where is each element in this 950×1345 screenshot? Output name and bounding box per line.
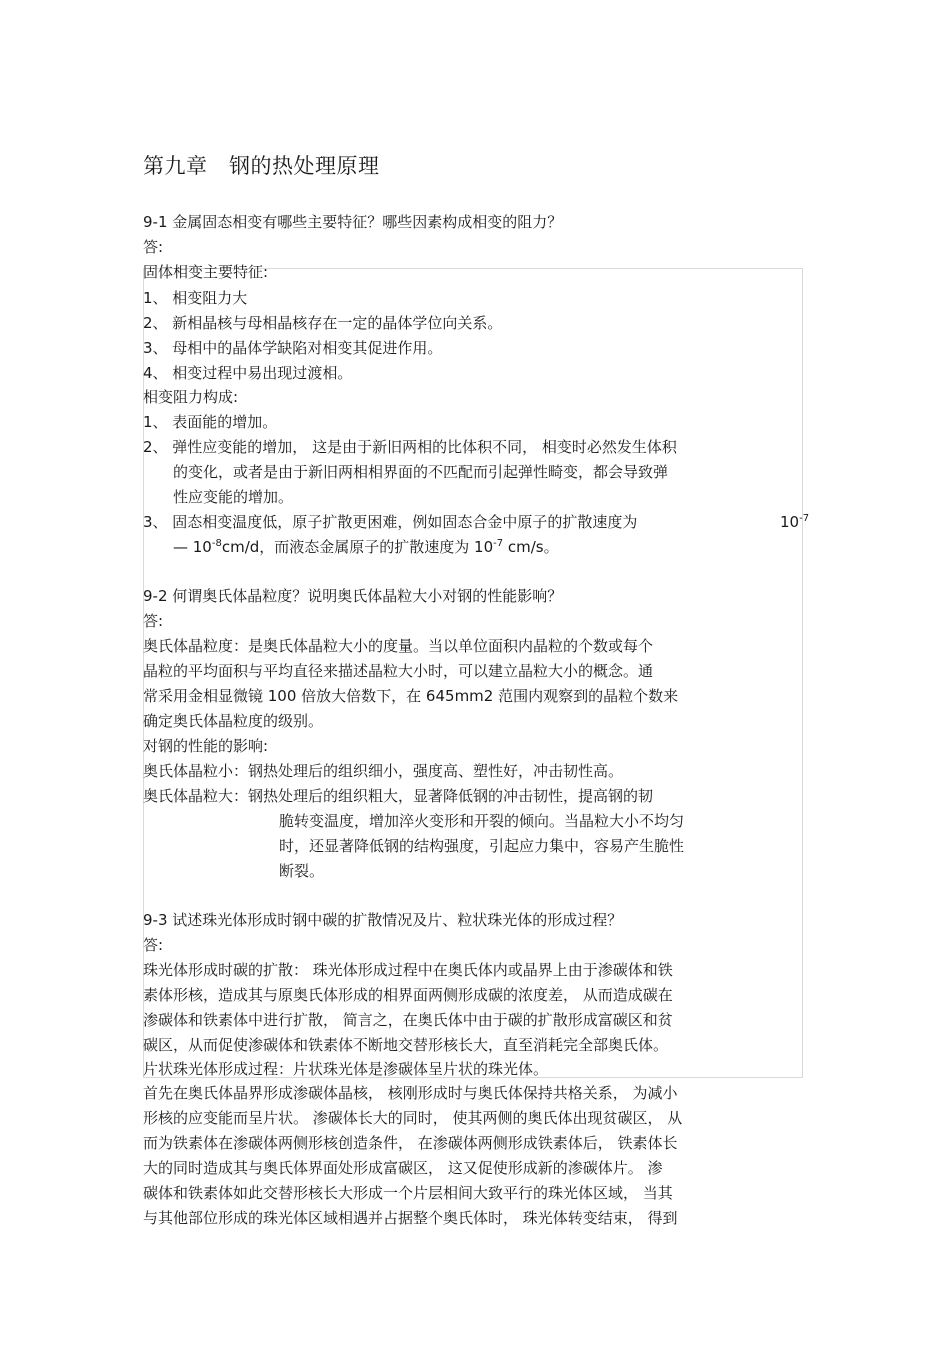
large-grain-effect-cont: 时，还显著降低钢的结构强度，引起应力集中，容易产生脆性: [279, 837, 685, 855]
paragraph-line: 碳体和铁素体如此交替形核长大形成一个片层相间大致平行的珠光体区域， 当其: [143, 1184, 673, 1202]
feature-item: 3、 母相中的晶体学缺陷对相变其促进作用。: [143, 339, 443, 357]
paragraph-line: 首先在奥氏体晶界形成渗碳体晶核， 核刚形成时与奥氏体保持共格关系， 为减小: [143, 1084, 678, 1102]
resistance-item: 3、 固态相变温度低，原子扩散更困难，例如固态合金中原子的扩散速度为: [143, 513, 638, 531]
effect-heading: 对钢的性能的影响:: [143, 737, 269, 755]
diffusion-rate-value: $10^{-7}$: [780, 513, 810, 531]
feature-item: 4、 相变过程中易出现过渡相。: [143, 364, 353, 382]
chapter-title: 第九章 钢的热处理原理: [143, 154, 380, 178]
resistance-heading: 相变阻力构成:: [143, 388, 239, 406]
question-9-2: 9-2 何谓奥氏体晶粒度？说明奥氏体晶粒大小对钢的性能影响？: [143, 587, 563, 605]
answer-label: 答:: [143, 238, 164, 256]
large-grain-effect-cont: 脆转变温度，增加淬火变形和开裂的倾向。当晶粒大小不均匀: [279, 812, 685, 830]
resistance-item-cont: 的变化，或者是由于新旧两相相界面的不匹配而引起弹性畸变，都会导致弹: [173, 463, 669, 481]
paragraph-line: 素体形核，造成其与原奥氏体形成的相界面两侧形成碳的浓度差， 从而造成碳在: [143, 986, 673, 1004]
definition-line: 常采用金相显微镜 100 倍放大倍数下，在 645mm2 范围内观察到的晶粒个数来: [143, 687, 679, 705]
small-grain-effect: 奥氏体晶粒小：钢热处理后的组织细小，强度高、塑性好，冲击韧性高。: [143, 762, 624, 780]
question-9-1: 9-1 金属固态相变有哪些主要特征？哪些因素构成相变的阻力？: [143, 213, 563, 231]
answer-label: 答:: [143, 936, 164, 954]
question-9-3: 9-3 试述珠光体形成时钢中碳的扩散情况及片、粒状珠光体的形成过程？: [143, 911, 623, 929]
features-heading: 固体相变主要特征:: [143, 263, 269, 281]
resistance-item: 2、 弹性应变能的增加， 这是由于新旧两相的比体积不同， 相变时必然发生体积: [143, 438, 677, 456]
paragraph-line: 片状珠光体形成过程：片状珠光体是渗碳体呈片状的珠光体。: [143, 1060, 549, 1078]
paragraph-line: 而为铁素体在渗碳体两侧形核创造条件， 在渗碳体两侧形成铁素体后， 铁素体长: [143, 1134, 678, 1152]
feature-item: 2、 新相晶核与母相晶核存在一定的晶体学位向关系。: [143, 314, 503, 332]
large-grain-effect-cont: 断裂。: [279, 862, 325, 880]
answer-label: 答:: [143, 612, 164, 630]
definition-line: 晶粒的平均面积与平均直径来描述晶粒大小时，可以建立晶粒大小的概念。通: [143, 662, 654, 680]
paragraph-line: 与其他部位形成的珠光体区域相遇并占据整个奥氏体时， 珠光体转变结束， 得到: [143, 1209, 678, 1227]
resistance-item: 1、 表面能的增加。: [143, 413, 278, 431]
resistance-item-cont: 性应变能的增加。: [173, 488, 294, 506]
definition-line: 确定奥氏体晶粒度的级别。: [143, 712, 324, 730]
paragraph-line: 珠光体形成时碳的扩散： 珠光体形成过程中在奥氏体内或晶界上由于渗碳体和铁: [143, 961, 673, 979]
paragraph-line: 形核的应变能而呈片状。 渗碳体长大的同时， 使其两侧的奥氏体出现贫碳区， 从: [143, 1109, 683, 1127]
large-grain-effect: 奥氏体晶粒大：钢热处理后的组织粗大，显著降低钢的冲击韧性，提高钢的韧: [143, 787, 654, 805]
diffusion-rate-line: — $10^{-8}cm/d$，而液态金属原子的扩散速度为 $10^{-7}$ cm/s。: [173, 538, 559, 556]
definition-line: 奥氏体晶粒度：是奥氏体晶粒大小的度量。当以单位面积内晶粒的个数或每个: [143, 637, 654, 655]
feature-item: 1、 相变阻力大: [143, 289, 248, 307]
paragraph-line: 碳区，从而促使渗碳体和铁素体不断地交替形核长大，直至消耗完全部奥氏体。: [143, 1036, 669, 1054]
paragraph-line: 大的同时造成其与奥氏体界面处形成富碳区， 这又促使形成新的渗碳体片。 渗: [143, 1159, 663, 1177]
paragraph-line: 渗碳体和铁素体中进行扩散， 简言之，在奥氏体中由于碳的扩散形成富碳区和贫: [143, 1011, 673, 1029]
